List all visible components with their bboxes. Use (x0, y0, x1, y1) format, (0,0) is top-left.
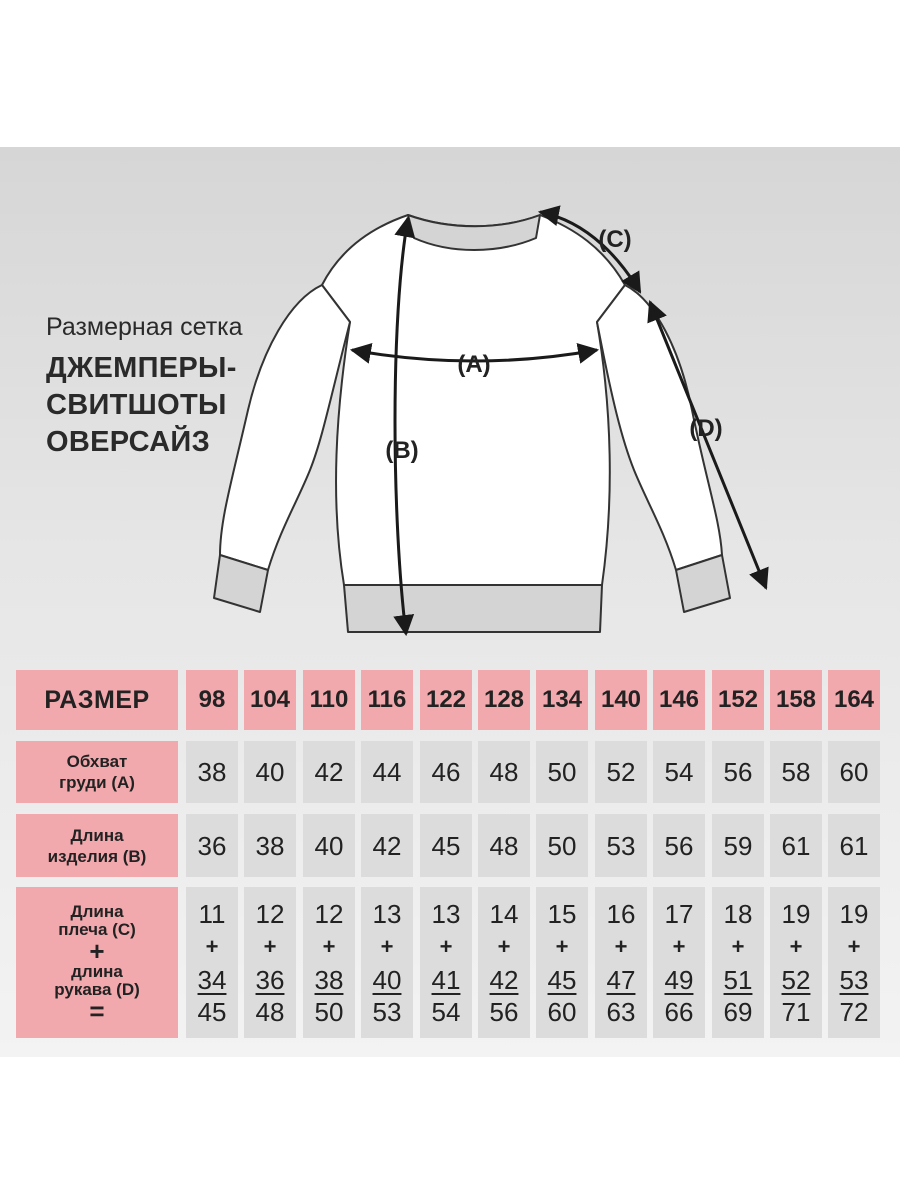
length-cell (712, 814, 764, 877)
sleeve-value: 45 (547, 964, 577, 995)
size-cell-value: 104 (249, 686, 291, 713)
chest-cell-value: 58 (781, 757, 811, 787)
size-cell-value: 128 (483, 686, 525, 713)
size-cell (303, 670, 355, 730)
chest-cell-value: 42 (314, 757, 344, 787)
sleeve-label-1: Длина (70, 901, 124, 921)
sleeve-cell (828, 887, 880, 1038)
size-cell-value: 158 (775, 686, 817, 713)
plus-sign: + (322, 933, 336, 959)
size-header-label (16, 670, 178, 730)
sleeve-label-2: плеча (C) (58, 919, 136, 939)
shoulder-value: 15 (547, 898, 577, 929)
shoulder-value: 12 (255, 898, 285, 929)
total-value: 66 (664, 996, 694, 1027)
title-line-1: ДЖЕМПЕРЫ- (46, 352, 237, 384)
length-cell-value: 38 (255, 830, 285, 861)
chest-cell-value: 52 (606, 757, 636, 787)
chest-cell-value: 50 (547, 757, 577, 787)
sleeve-value: 41 (431, 964, 461, 995)
sleeve-value: 52 (781, 964, 811, 995)
chest-cell (770, 741, 822, 803)
total-value: 63 (606, 996, 636, 1027)
chest-cell (420, 741, 472, 803)
shoulder-value: 19 (839, 898, 869, 929)
sleeve-cell (303, 887, 355, 1038)
length-cell-value: 45 (431, 830, 461, 861)
chest-cell (712, 741, 764, 803)
length-cell (244, 814, 296, 877)
sleeve-value: 36 (255, 964, 285, 995)
sleeve-value: 42 (489, 964, 519, 995)
size-cell-value: 122 (425, 686, 467, 713)
shoulder-value: 16 (606, 898, 636, 929)
total-value: 72 (839, 996, 869, 1027)
plus-sign: + (555, 933, 569, 959)
size-cell (420, 670, 472, 730)
sleeve-label-plus: + (89, 935, 105, 966)
plus-sign: + (263, 933, 277, 959)
chest-cell (186, 741, 238, 803)
sleeve-cell (712, 887, 764, 1038)
size-cell-value: 146 (658, 686, 700, 713)
plus-sign: + (672, 933, 686, 959)
plus-sign: + (380, 933, 394, 959)
chest-cell (478, 741, 530, 803)
chest-cell (303, 741, 355, 803)
length-cell-value: 42 (372, 830, 402, 861)
sleeve-cell (653, 887, 705, 1038)
total-value: 53 (372, 996, 402, 1027)
length-cell (478, 814, 530, 877)
shoulder-value: 14 (489, 898, 519, 929)
length-cell-value: 56 (664, 830, 694, 861)
chest-cell-value: 38 (197, 757, 227, 787)
size-cell-value: 164 (833, 686, 875, 713)
size-header-text: РАЗМЕР (44, 685, 150, 714)
size-cell (653, 670, 705, 730)
sleeve-label-4: рукава (D) (54, 979, 140, 999)
sleeve-cell (536, 887, 588, 1038)
sleeve-cell (478, 887, 530, 1038)
label-a: (A) (457, 351, 491, 378)
size-cell-value: 110 (309, 686, 349, 713)
length-cell (361, 814, 413, 877)
chest-label-1: Обхват (66, 752, 128, 771)
size-cell-value: 152 (717, 686, 759, 713)
size-cell (186, 670, 238, 730)
size-cell (361, 670, 413, 730)
sweatshirt-outline (214, 215, 730, 632)
chest-cell (653, 741, 705, 803)
chest-row-label (16, 741, 178, 803)
length-cell-value: 48 (489, 830, 519, 861)
plus-sign: + (789, 933, 803, 959)
length-row-label (16, 814, 178, 877)
plus-sign: + (614, 933, 628, 959)
sleeve-cell (595, 887, 647, 1038)
size-cell-value: 140 (600, 686, 642, 713)
total-value: 69 (723, 996, 753, 1027)
chest-cell-value: 54 (664, 757, 694, 787)
label-b: (B) (385, 437, 419, 464)
chest-cell-value: 40 (255, 757, 285, 787)
length-cell (420, 814, 472, 877)
chest-cell-value: 56 (723, 757, 753, 787)
size-cell (828, 670, 880, 730)
shoulder-value: 13 (372, 898, 402, 929)
size-cell-value: 98 (198, 686, 226, 713)
length-cell-value: 36 (197, 830, 227, 861)
length-cell-value: 59 (723, 830, 753, 861)
size-cell (712, 670, 764, 730)
length-cell (303, 814, 355, 877)
label-c: (C) (598, 226, 632, 253)
sleeve-label-equals: = (89, 995, 105, 1026)
plus-sign: + (205, 933, 219, 959)
total-value: 45 (197, 996, 227, 1027)
plus-sign: + (847, 933, 861, 959)
sleeve-value: 53 (839, 964, 869, 995)
length-cell (595, 814, 647, 877)
length-cell-value: 61 (781, 830, 811, 861)
shoulder-value: 19 (781, 898, 811, 929)
sleeve-row-label (16, 887, 178, 1038)
length-cell-value: 53 (606, 830, 636, 861)
size-cell-value: 116 (367, 686, 407, 713)
sleeve-cell (770, 887, 822, 1038)
size-cell (770, 670, 822, 730)
chest-cell (595, 741, 647, 803)
total-value: 56 (489, 996, 519, 1027)
sleeve-value: 49 (664, 964, 694, 995)
sleeve-label-3: длина (71, 961, 123, 981)
size-cell-value: 134 (541, 686, 583, 713)
sleeve-cell (420, 887, 472, 1038)
chest-cell (536, 741, 588, 803)
size-cell (536, 670, 588, 730)
length-cell (536, 814, 588, 877)
chest-cell (244, 741, 296, 803)
shoulder-value: 11 (198, 898, 226, 929)
sleeve-cell (361, 887, 413, 1038)
length-cell (828, 814, 880, 877)
chest-cell-value: 46 (431, 757, 461, 787)
shoulder-value: 12 (314, 898, 344, 929)
shoulder-value: 13 (431, 898, 461, 929)
length-cell-value: 61 (839, 830, 869, 861)
chest-cell-value: 60 (839, 757, 869, 787)
chest-cell (828, 741, 880, 803)
size-cell (478, 670, 530, 730)
sleeve-value: 40 (372, 964, 402, 995)
total-value: 48 (255, 996, 285, 1027)
length-label-2: изделия (B) (47, 846, 147, 866)
plus-sign: + (497, 933, 511, 959)
chest-label-2: груди (A) (59, 773, 135, 792)
length-cell-value: 40 (314, 830, 344, 861)
length-cell (653, 814, 705, 877)
length-cell-value: 50 (547, 830, 577, 861)
chest-cell-value: 44 (372, 757, 402, 787)
total-value: 60 (547, 996, 577, 1027)
sleeve-cell (244, 887, 296, 1038)
shoulder-value: 18 (723, 898, 753, 929)
sleeve-value: 34 (197, 964, 227, 995)
size-cell (244, 670, 296, 730)
size-cell (595, 670, 647, 730)
sleeve-value: 47 (606, 964, 636, 995)
chest-cell-value: 48 (489, 757, 519, 787)
title-subtitle: Размерная сетка (46, 313, 243, 341)
length-cell (770, 814, 822, 877)
total-value: 54 (431, 996, 461, 1027)
sleeve-value: 51 (723, 964, 753, 995)
label-d: (D) (689, 415, 723, 442)
total-value: 50 (314, 996, 344, 1027)
title-line-3: ОВЕРСАЙЗ (46, 426, 211, 458)
plus-sign: + (731, 933, 745, 959)
length-label-1: Длина (70, 825, 124, 845)
chest-cell (361, 741, 413, 803)
title-line-2: СВИТШОТЫ (46, 389, 227, 421)
plus-sign: + (439, 933, 453, 959)
sleeve-cell (186, 887, 238, 1038)
shoulder-value: 17 (664, 898, 694, 929)
total-value: 71 (781, 996, 811, 1027)
length-cell (186, 814, 238, 877)
sleeve-value: 38 (314, 964, 344, 995)
